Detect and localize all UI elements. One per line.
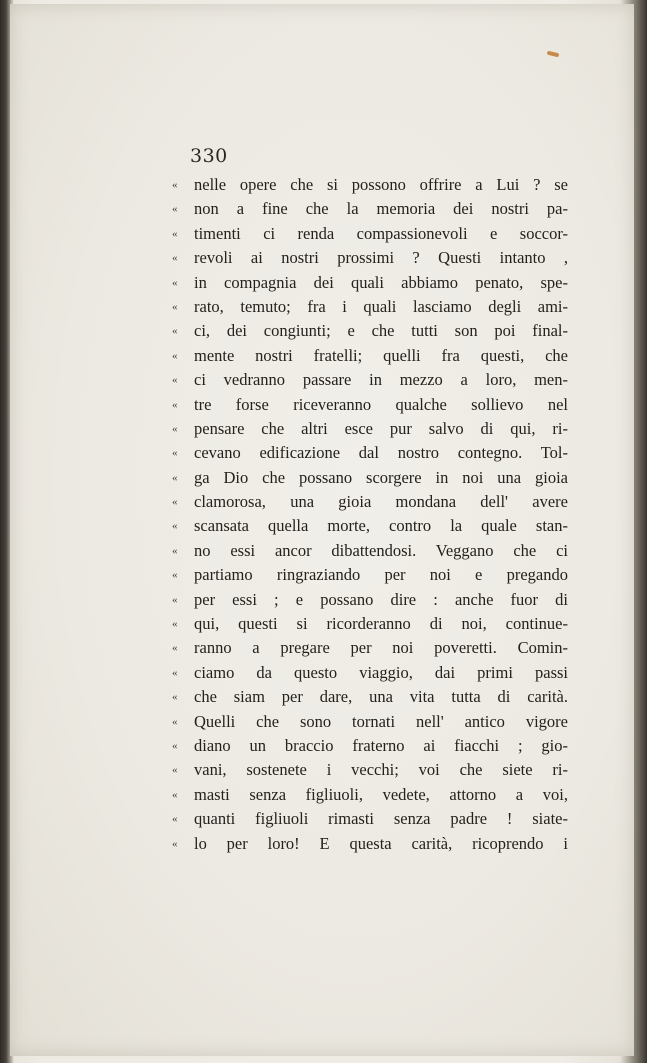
text-line: [172, 539, 570, 563]
text-line: [172, 173, 570, 197]
text-line: [172, 612, 570, 636]
text-line: [172, 417, 570, 441]
text-line: [172, 393, 570, 417]
quote-mark-glyph: «: [172, 813, 178, 826]
line-text: in compagnia dei quali abbiamo penato, spe-: [194, 272, 568, 292]
text-line: [172, 222, 570, 246]
quote-mark-glyph: «: [172, 227, 178, 240]
quote-mark-glyph: «: [172, 544, 178, 557]
text-line: [172, 832, 570, 856]
quote-mark-glyph: «: [172, 398, 178, 411]
line-text: ci vedranno passare in mezzo a loro, men-: [194, 370, 568, 390]
paper-stain-mark: [547, 51, 560, 58]
text-line: [172, 807, 570, 831]
line-text: quanti figliuoli rimasti senza padre ! siate-: [194, 809, 568, 829]
line-text: tre forse riceveranno qualche sollievo nel: [194, 394, 568, 414]
text-line: [172, 466, 570, 490]
line-text: cevano edificazione dal nostro contegno. Tol-: [194, 443, 568, 463]
line-text: Quelli che sono tornati nell' antico vigore: [194, 711, 568, 731]
text-line: [172, 563, 570, 587]
quote-mark-glyph: «: [172, 593, 178, 606]
body-text: [172, 173, 570, 856]
text-line: [172, 588, 570, 612]
text-line: [172, 197, 570, 221]
text-line: [172, 758, 570, 782]
line-text: mente nostri fratelli; quelli fra questi, che: [194, 345, 568, 365]
text-line: [172, 636, 570, 660]
quote-mark-glyph: «: [172, 618, 178, 631]
line-text: clamorosa, una gioia mondana dell' avere: [194, 492, 568, 512]
quote-mark-glyph: «: [172, 496, 178, 509]
text-line: [172, 344, 570, 368]
line-text: ciamo da questo viaggio, dai primi passi: [194, 662, 568, 682]
text-line: [172, 319, 570, 343]
text-line: [172, 710, 570, 734]
quote-mark-glyph: «: [172, 837, 178, 850]
quote-mark-glyph: «: [172, 691, 178, 704]
text-line: [172, 734, 570, 758]
line-text: ci, dei congiunti; e che tutti son poi final-: [194, 321, 568, 341]
line-text: diano un braccio fraterno ai fiacchi ; gio-: [194, 735, 568, 755]
line-text: rato, temuto; fra i quali lasciamo degli ami-: [194, 296, 568, 316]
quote-mark-glyph: «: [172, 252, 178, 265]
text-line: [172, 246, 570, 270]
quote-mark-glyph: «: [172, 374, 178, 387]
line-text: partiamo ringraziando per noi e pregando: [194, 565, 568, 585]
line-text: pensare che altri esce pur salvo di qui, ri-: [194, 418, 568, 438]
text-line: [172, 783, 570, 807]
quote-mark-glyph: «: [172, 788, 178, 801]
line-text: qui, questi si ricorderanno di noi, continue-: [194, 614, 568, 634]
quote-mark-glyph: «: [172, 471, 178, 484]
quote-mark-glyph: «: [172, 203, 178, 216]
quote-mark-glyph: «: [172, 349, 178, 362]
quote-mark-glyph: «: [172, 422, 178, 435]
line-text: revoli ai nostri prossimi ? Questi intanto ,: [194, 248, 568, 268]
line-text: per essi ; e possano dire : anche fuor di: [194, 589, 568, 609]
quote-mark-glyph: «: [172, 325, 178, 338]
quote-mark-glyph: «: [172, 739, 178, 752]
quote-mark-glyph: «: [172, 666, 178, 679]
quote-mark-glyph: «: [172, 520, 178, 533]
text-line: [172, 661, 570, 685]
text-line: [172, 295, 570, 319]
line-text: ga Dio che possano scorgere in noi una gioia: [194, 467, 568, 487]
quote-mark-glyph: «: [172, 276, 178, 289]
text-line: [172, 368, 570, 392]
quote-mark-glyph: «: [172, 300, 178, 313]
line-text: non a fine che la memoria dei nostri pa-: [194, 199, 568, 219]
line-text: lo per loro! E questa carità, ricoprendo i: [194, 833, 568, 853]
quote-mark-glyph: «: [172, 642, 178, 655]
page-number: 330: [190, 145, 228, 167]
quote-mark-glyph: «: [172, 447, 178, 460]
text-line: [172, 490, 570, 514]
line-text: ranno a pregare per noi poveretti. Comin-: [194, 638, 568, 658]
line-text: nelle opere che si possono offrire a Lui ? se: [194, 175, 568, 194]
quote-mark-glyph: «: [172, 764, 178, 777]
text-line: [172, 514, 570, 538]
quote-mark-glyph: «: [172, 715, 178, 728]
line-text: timenti ci renda compassionevoli e soccor-: [194, 223, 568, 243]
line-text: che siam per dare, una vita tutta di carità.: [194, 687, 568, 707]
text-line: [172, 271, 570, 295]
line-text: masti senza figliuoli, vedete, attorno a voi,: [194, 784, 568, 804]
line-text: vani, sostenete i vecchi; voi che siete ri-: [194, 760, 568, 780]
quote-mark-glyph: «: [172, 179, 178, 191]
text-line: [172, 685, 570, 709]
line-text: no essi ancor dibattendosi. Veggano che ci: [194, 540, 568, 560]
line-text: scansata quella morte, contro la quale stan-: [194, 516, 568, 536]
quote-mark-glyph: «: [172, 569, 178, 582]
text-line: [172, 441, 570, 465]
